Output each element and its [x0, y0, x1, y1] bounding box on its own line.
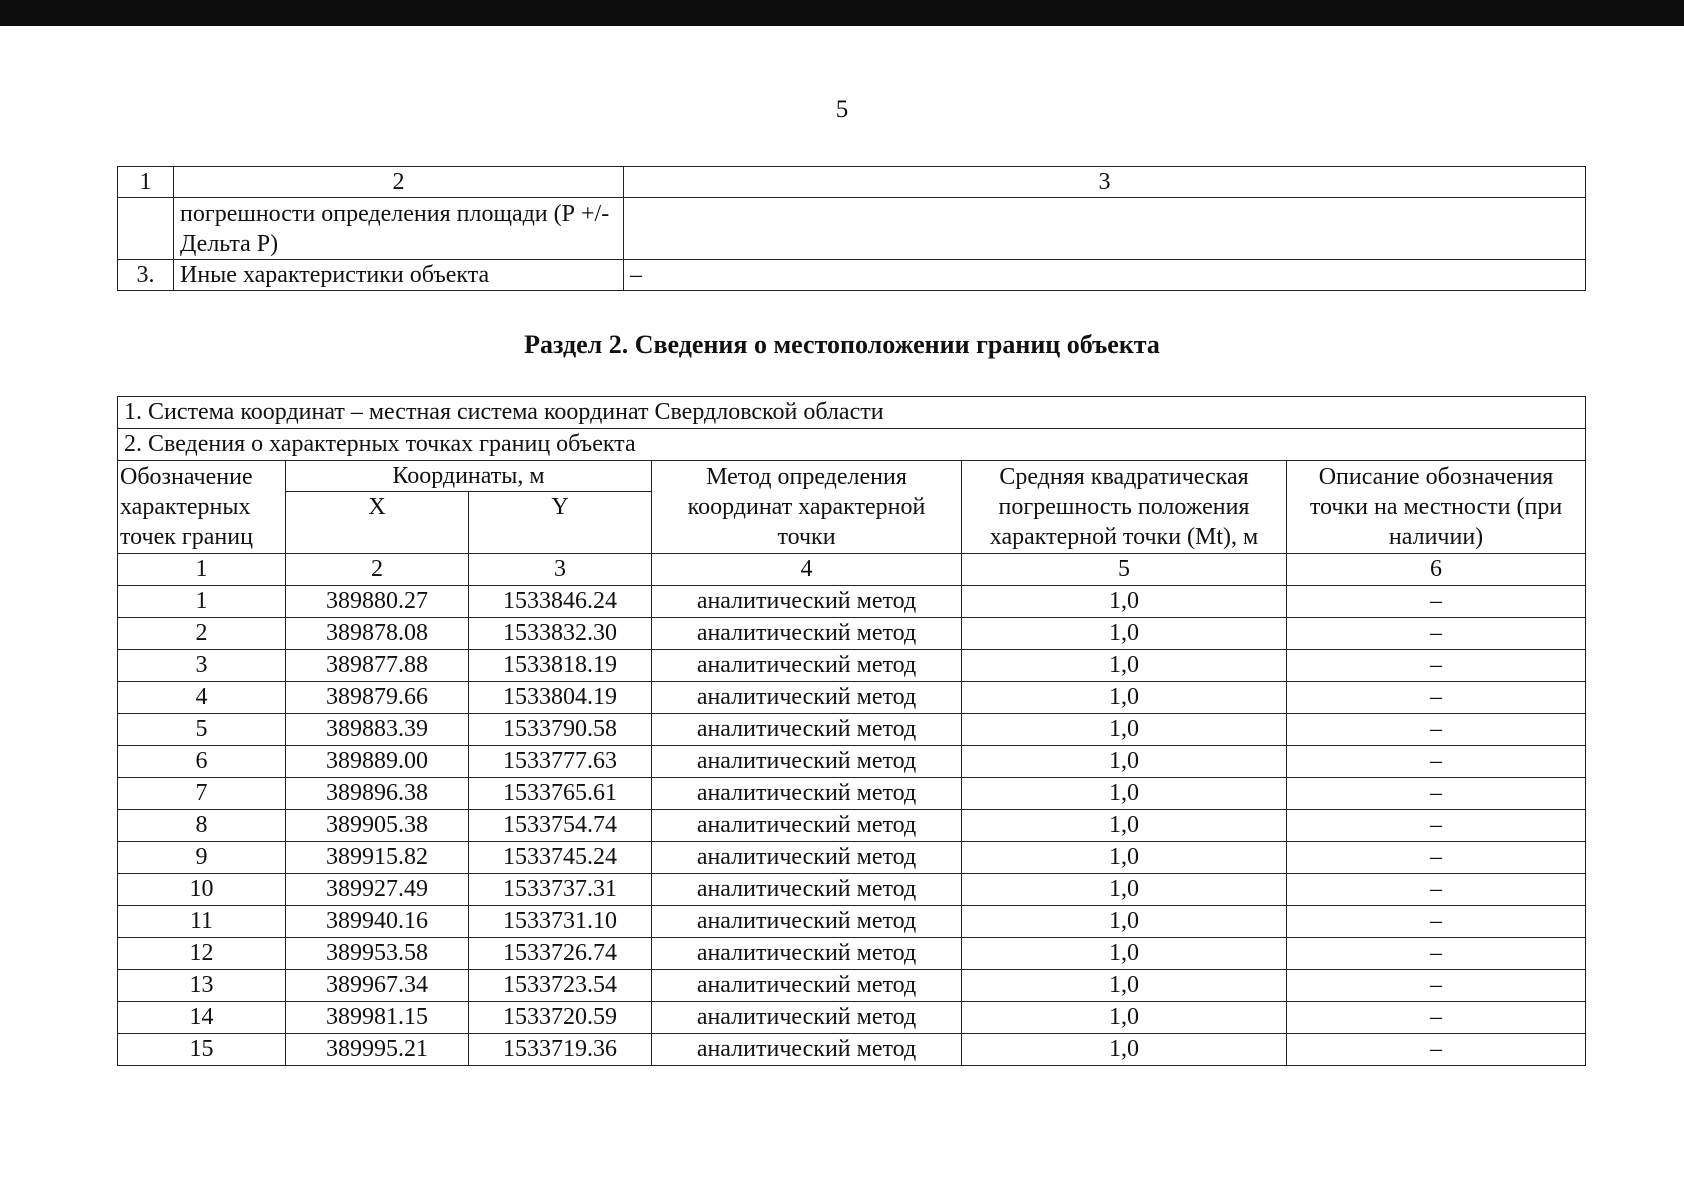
point-number: 7: [118, 778, 286, 810]
coord-y: 1533832.30: [469, 618, 652, 650]
coord-y: 1533777.63: [469, 746, 652, 778]
coord-x: 389889.00: [286, 746, 469, 778]
table1-row-name: погрешности определения площади (Р +/- Дельта Р): [174, 198, 624, 260]
table-row: [118, 618, 1586, 650]
mean-error: 1,0: [962, 842, 1287, 874]
mean-error: 1,0: [962, 1034, 1287, 1066]
coord-x: 389940.16: [286, 906, 469, 938]
coord-y: 1533754.74: [469, 810, 652, 842]
mean-error: 1,0: [962, 874, 1287, 906]
table1-row-value: –: [624, 260, 1586, 291]
method: аналитический метод: [652, 938, 962, 970]
coord-y: 1533765.61: [469, 778, 652, 810]
header-x: X: [286, 492, 469, 554]
point-number: 9: [118, 842, 286, 874]
table-row: [118, 714, 1586, 746]
column-number: 5: [962, 554, 1287, 586]
coord-x: 389927.49: [286, 874, 469, 906]
method: аналитический метод: [652, 650, 962, 682]
description: –: [1287, 874, 1586, 906]
table-row: [118, 746, 1586, 778]
table1-header-row: [118, 167, 1586, 198]
table1-row-value: [624, 198, 1586, 260]
object-characteristics-table: [117, 166, 1586, 291]
coord-x: 389878.08: [286, 618, 469, 650]
description: –: [1287, 778, 1586, 810]
description: –: [1287, 682, 1586, 714]
table1-header-cell: 1: [118, 167, 174, 198]
coord-x: 389877.88: [286, 650, 469, 682]
section-title: Раздел 2. Сведения о местоположении границ объекта: [524, 330, 1160, 359]
coord-x: 389879.66: [286, 682, 469, 714]
points-info-text: 2. Сведения о характерных точках границ объекта: [118, 429, 1586, 461]
coord-y: 1533719.36: [469, 1034, 652, 1066]
coord-system-row: [118, 397, 1586, 429]
coord-x: 389905.38: [286, 810, 469, 842]
description: –: [1287, 842, 1586, 874]
mean-error: 1,0: [962, 650, 1287, 682]
method: аналитический метод: [652, 906, 962, 938]
method: аналитический метод: [652, 874, 962, 906]
points-info-row: [118, 429, 1586, 461]
method: аналитический метод: [652, 714, 962, 746]
column-numbers-row: [118, 554, 1586, 586]
header-point: Обозначение характерных точек границ: [118, 461, 286, 554]
method: аналитический метод: [652, 778, 962, 810]
mean-error: 1,0: [962, 586, 1287, 618]
coord-x: 389981.15: [286, 1002, 469, 1034]
method: аналитический метод: [652, 746, 962, 778]
column-number: 2: [286, 554, 469, 586]
table-row: [118, 874, 1586, 906]
coord-x: 389883.39: [286, 714, 469, 746]
table-row: [118, 1002, 1586, 1034]
coord-y: 1533818.19: [469, 650, 652, 682]
table1-row-num: 3.: [118, 260, 174, 291]
description: –: [1287, 746, 1586, 778]
header-coords: Координаты, м: [286, 461, 652, 492]
header-method: Метод определения координат характерной точки: [652, 461, 962, 554]
page-number: 5: [835, 96, 849, 123]
table1-header-cell: 2: [174, 167, 624, 198]
coord-x: 389953.58: [286, 938, 469, 970]
point-number: 8: [118, 810, 286, 842]
mean-error: 1,0: [962, 938, 1287, 970]
mean-error: 1,0: [962, 810, 1287, 842]
point-number: 13: [118, 970, 286, 1002]
point-number: 4: [118, 682, 286, 714]
coord-x: 389896.38: [286, 778, 469, 810]
table-row: [118, 810, 1586, 842]
coord-y: 1533804.19: [469, 682, 652, 714]
point-number: 14: [118, 1002, 286, 1034]
coord-x: 389915.82: [286, 842, 469, 874]
mean-error: 1,0: [962, 778, 1287, 810]
description: –: [1287, 618, 1586, 650]
table2-header-row: [118, 461, 1586, 492]
point-number: 1: [118, 586, 286, 618]
coord-y: 1533720.59: [469, 1002, 652, 1034]
method: аналитический метод: [652, 618, 962, 650]
column-number: 3: [469, 554, 652, 586]
table-row: [118, 970, 1586, 1002]
point-number: 2: [118, 618, 286, 650]
description: –: [1287, 1034, 1586, 1066]
mean-error: 1,0: [962, 714, 1287, 746]
table-row: [118, 842, 1586, 874]
coord-system-text: 1. Система координат – местная система координат Свердловской области: [118, 397, 1586, 429]
description: –: [1287, 586, 1586, 618]
table-row: [118, 1034, 1586, 1066]
mean-error: 1,0: [962, 970, 1287, 1002]
header-error: Средняя квадратическая погрешность положения характерной точки (Mt), м: [962, 461, 1287, 554]
header-y: Y: [469, 492, 652, 554]
coord-x: 389880.27: [286, 586, 469, 618]
description: –: [1287, 970, 1586, 1002]
coord-y: 1533723.54: [469, 970, 652, 1002]
coord-y: 1533737.31: [469, 874, 652, 906]
table1-row-num: [118, 198, 174, 260]
mean-error: 1,0: [962, 746, 1287, 778]
method: аналитический метод: [652, 682, 962, 714]
mean-error: 1,0: [962, 682, 1287, 714]
method: аналитический метод: [652, 970, 962, 1002]
table-row: [118, 778, 1586, 810]
mean-error: 1,0: [962, 906, 1287, 938]
method: аналитический метод: [652, 810, 962, 842]
table1-row-name: Иные характеристики объекта: [174, 260, 624, 291]
coord-x: 389967.34: [286, 970, 469, 1002]
table1-row: [118, 260, 1586, 291]
method: аналитический метод: [652, 1002, 962, 1034]
header-description: Описание обозначения точки на местности (при наличии): [1287, 461, 1586, 554]
table-row: [118, 586, 1586, 618]
boundary-points-table: [117, 396, 1586, 1066]
description: –: [1287, 650, 1586, 682]
description: –: [1287, 810, 1586, 842]
mean-error: 1,0: [962, 618, 1287, 650]
point-number: 6: [118, 746, 286, 778]
table-row: [118, 938, 1586, 970]
table1-header-cell: 3: [624, 167, 1586, 198]
description: –: [1287, 938, 1586, 970]
table-row: [118, 682, 1586, 714]
method: аналитический метод: [652, 842, 962, 874]
mean-error: 1,0: [962, 1002, 1287, 1034]
point-number: 5: [118, 714, 286, 746]
point-number: 3: [118, 650, 286, 682]
point-number: 10: [118, 874, 286, 906]
coord-x: 389995.21: [286, 1034, 469, 1066]
coord-y: 1533790.58: [469, 714, 652, 746]
point-number: 11: [118, 906, 286, 938]
coord-y: 1533731.10: [469, 906, 652, 938]
column-number: 6: [1287, 554, 1586, 586]
scan-top-border: [0, 0, 1684, 26]
point-number: 15: [118, 1034, 286, 1066]
point-number: 12: [118, 938, 286, 970]
coord-y: 1533745.24: [469, 842, 652, 874]
table1-row: [118, 198, 1586, 260]
column-number: 1: [118, 554, 286, 586]
description: –: [1287, 1002, 1586, 1034]
method: аналитический метод: [652, 1034, 962, 1066]
coord-y: 1533846.24: [469, 586, 652, 618]
coord-y: 1533726.74: [469, 938, 652, 970]
description: –: [1287, 714, 1586, 746]
column-number: 4: [652, 554, 962, 586]
description: –: [1287, 906, 1586, 938]
table-row: [118, 650, 1586, 682]
table-row: [118, 906, 1586, 938]
method: аналитический метод: [652, 586, 962, 618]
